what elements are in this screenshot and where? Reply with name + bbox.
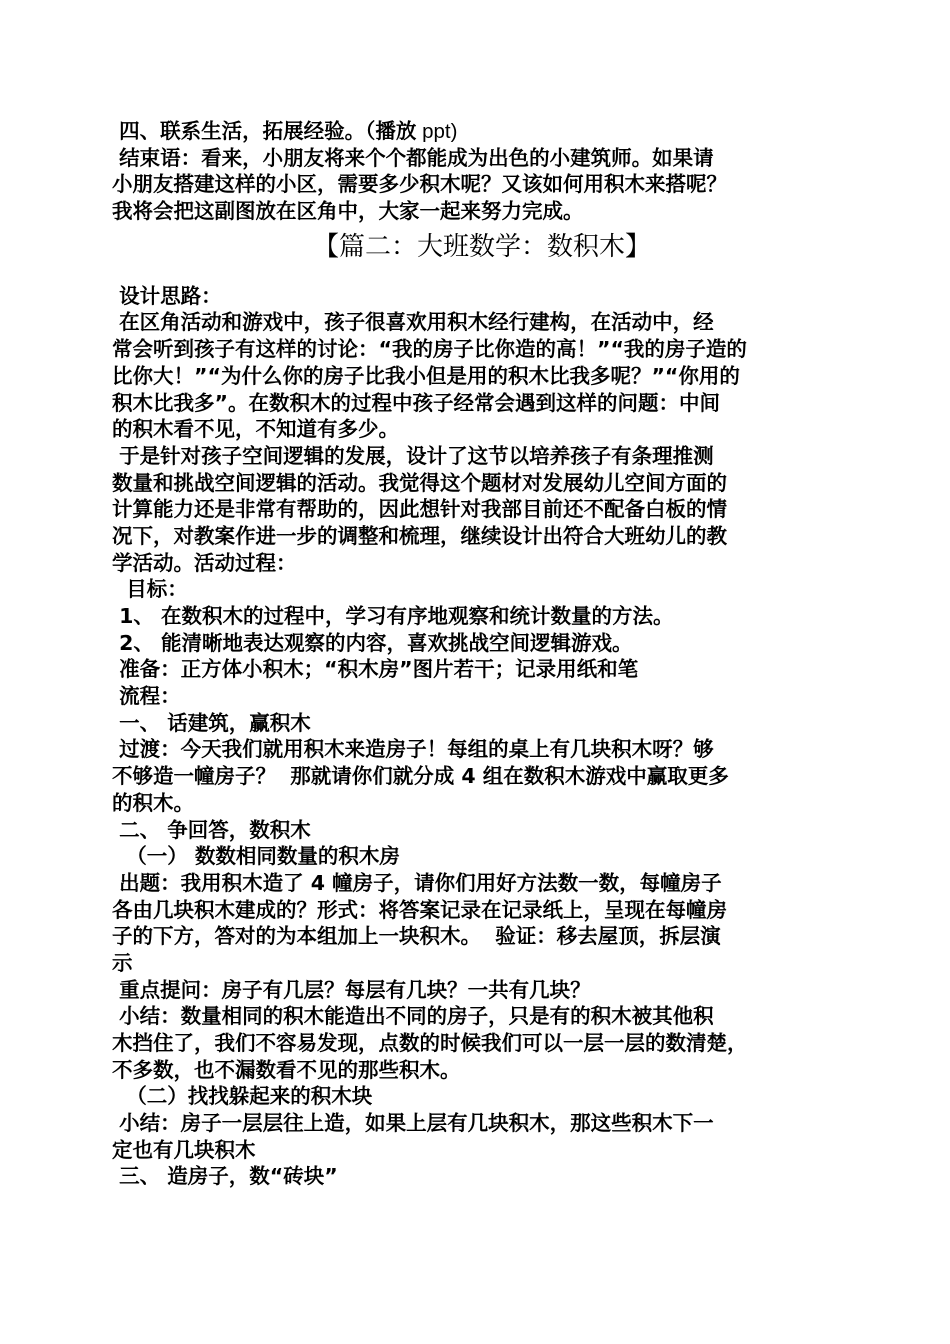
text-line: 小朋友搭建这样的小区，需要多少积木呢？又该如何用积木来搭呢？ (112, 172, 727, 197)
spacer (112, 269, 852, 283)
section-four-text: 四、联系生活，拓展经验。（播放 (112, 119, 417, 143)
text-line: 一、 话建筑，赢积木 (112, 710, 311, 735)
text-line: 流程： (112, 684, 181, 709)
text-line: 重点提问：房子有几层？每层有几块？一共有几块？ (112, 977, 591, 1002)
document-page (112, 118, 852, 1190)
text-line: 小结：数量相同的积木能造出不同的房子，只是有的积木被其他积 (112, 1004, 714, 1029)
text-line: 各由几块积木建成的？形式：将答案记录在记录纸上，呈现在每幢房 (112, 897, 727, 922)
text-line: 不多数，也不漏数看不见的那些积木。 (112, 1057, 461, 1082)
text-line: 结束语：看来，小朋友将来个个都能成为出色的小建筑师。如果请 (112, 145, 714, 170)
text-line: 子的下方，答对的为本组加上一块积木。 验证：移去屋顶，拆层演 (112, 924, 721, 949)
text-line: 出题：我用积木造了 4 幢房子，请你们用好方法数一数，每幢房子 (112, 870, 722, 895)
text-line: 三、 造房子，数“砖块” (112, 1164, 338, 1189)
text-line: 准备：正方体小积木；“积木房”图片若干；记录用纸和笔 (112, 657, 639, 682)
text-line: 我将会把这副图放在区角中，大家一起来努力完成。 (112, 199, 584, 224)
text-line: 不够造一幢房子？ 那就请你们就分成 4 组在数积木游戏中赢取更多 (112, 764, 729, 789)
text-line: 于是针对孩子空间逻辑的发展，设计了这节以培养孩子有条理推测 (112, 443, 714, 468)
text-line: 数量和挑战空间逻辑的活动。我觉得这个题材对发展幼儿空间方面的 (112, 470, 727, 495)
text-line: 在区角活动和游戏中，孩子很喜欢用积木经行建构，在活动中，经 (112, 310, 714, 335)
text-line: 比你大！”“为什么你的房子比我小但是用的积木比我多呢？”“你用的 (112, 363, 740, 388)
text-line: 2、 能清晰地表达观察的内容，喜欢挑战空间逻辑游戏。 (112, 630, 633, 655)
text-line: 小结：房子一层层往上造，如果上层有几块积木，那这些积木下一 (112, 1111, 714, 1136)
section-four-title (112, 118, 852, 145)
text-line: 木挡住了，我们不容易发现，点数的时候我们可以一层一层的数清楚， (112, 1031, 748, 1055)
text-line: 1、 在数积木的过程中，学习有序地观察和统计数量的方法。 (112, 604, 674, 628)
text-line: 学活动。活动过程： (112, 550, 297, 575)
text-line: 示 (112, 950, 133, 975)
ppt-note: ppt) (416, 120, 458, 143)
text-line: 的积木看不见，不知道有多少。 (112, 417, 399, 442)
text-line: 二、 争回答，数积木 (112, 817, 311, 842)
text-line: 目标： (112, 577, 188, 602)
text-line: （一） 数数相同数量的积木房 (112, 844, 400, 869)
text-line: 计算能力还是非常有帮助的，因此想针对我部目前还不配备白板的情 (112, 497, 727, 522)
text-line: 常会听到孩子有这样的讨论：“我的房子比你造的高！”“我的房子造的 (112, 337, 747, 362)
text-line: 设计思路： (112, 283, 222, 308)
chapter-heading: 【篇二：大班数学：数积木】 (312, 231, 651, 262)
text-line: 过渡：今天我们就用积木来造房子！每组的桌上有几块积木呀？够 (112, 737, 714, 762)
text-line: 积木比我多”。在数积木的过程中孩子经常会遇到这样的问题：中间 (112, 390, 720, 415)
text-line: （二）找找躲起来的积木块 (112, 1084, 373, 1109)
text-line: 的积木。 (112, 790, 194, 815)
text-line: 况下，对教案作进一步的调整和梳理，继续设计出符合大班幼儿的教 (112, 523, 727, 548)
text-line: 定也有几块积木 (112, 1137, 256, 1162)
